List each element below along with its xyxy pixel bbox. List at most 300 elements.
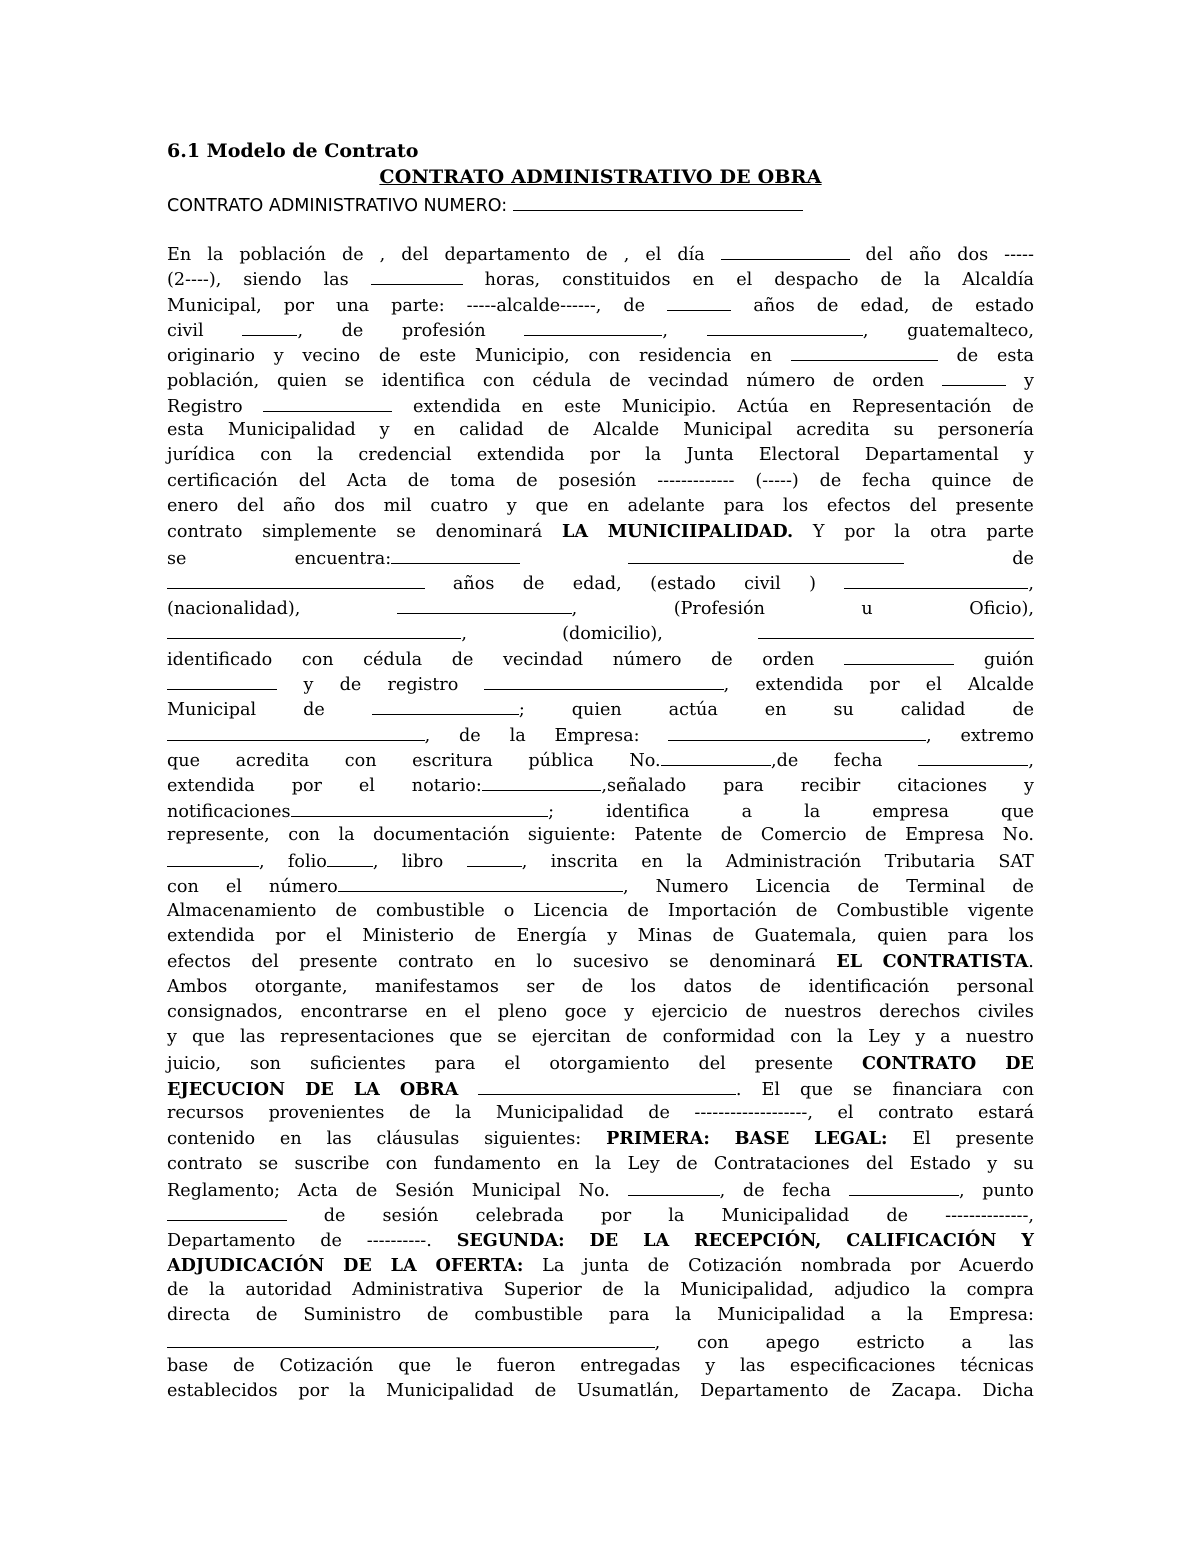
word: de: [886, 1206, 909, 1227]
word: y: [624, 1001, 635, 1022]
word: de: [759, 976, 782, 997]
word: horas,: [484, 270, 541, 291]
word: y: [506, 495, 517, 516]
word: la: [208, 1280, 226, 1301]
word: de: [581, 976, 604, 997]
word: Y: [812, 522, 825, 543]
word: y: [1023, 445, 1034, 466]
word: notario: ,señalado: [412, 772, 686, 799]
word: de: [355, 1180, 378, 1201]
word: ,: [167, 1329, 660, 1356]
fill-in-blank: [167, 1329, 655, 1348]
word: vecino: [302, 346, 361, 367]
body-line: [167, 1025, 1034, 1050]
word: CONTRATISTA.: [882, 951, 1034, 973]
word: juicio,: [167, 1053, 222, 1074]
fill-in-blank: [628, 545, 904, 564]
word: quien: [276, 371, 327, 392]
word: EL: [836, 951, 863, 973]
word: mil: [383, 495, 412, 516]
word: cláusulas: [376, 1129, 460, 1150]
word: apego: [765, 1332, 820, 1353]
body-line: [167, 317, 1034, 342]
word: población: [239, 245, 326, 265]
word: [942, 367, 1006, 394]
word: de: [233, 1356, 255, 1377]
fill-in-blank: [242, 317, 297, 336]
word: población,: [167, 371, 260, 392]
word: Municipalidad: [227, 420, 356, 441]
word: efectos: [826, 495, 891, 516]
word: otra: [930, 522, 967, 543]
word: ,: [849, 1177, 965, 1204]
word: ,: [628, 1177, 726, 1204]
word: cuatro: [430, 495, 489, 516]
fill-in-blank: [721, 241, 850, 260]
word: dos: [334, 495, 365, 516]
body-line: [167, 949, 1034, 974]
fill-in-blank: [661, 747, 771, 766]
word: de: [1012, 700, 1034, 721]
word: LA: [643, 1229, 670, 1251]
word: Municipalidad,: [680, 1280, 814, 1301]
word: ,: [668, 722, 931, 749]
word: toma: [450, 470, 496, 491]
word: extendida: [167, 926, 255, 947]
word: -----alcalde------,: [466, 295, 602, 316]
word: [667, 292, 731, 319]
word: enero: [167, 495, 219, 516]
word: LA: [353, 1078, 380, 1100]
word: recibir: [800, 776, 861, 797]
word: la: [338, 824, 355, 845]
body-line: [167, 393, 1034, 418]
fill-in-blank: [484, 671, 723, 690]
word: de: [341, 320, 364, 341]
word: de: [451, 649, 474, 670]
word: ;: [372, 696, 525, 723]
word: departamento: [444, 245, 571, 265]
word: (Profesión: [673, 599, 765, 620]
body-line: [167, 899, 1034, 924]
word: vigente: [967, 900, 1034, 921]
word: ejercitan: [531, 1027, 611, 1048]
word: guión: [983, 649, 1034, 670]
word: las: [326, 1129, 352, 1150]
word: estricto: [856, 1332, 925, 1353]
word: [844, 646, 954, 673]
word: ser: [526, 976, 555, 997]
word: (estado: [650, 573, 716, 594]
word: LA: [390, 1254, 417, 1276]
word: adjudico: [834, 1280, 910, 1301]
word: DE: [1005, 1052, 1034, 1074]
word: personal: [956, 976, 1034, 997]
word: PRIMERA:: [606, 1128, 710, 1150]
word: los: [630, 976, 657, 997]
word: técnicas: [960, 1356, 1034, 1377]
word: el: [837, 1103, 854, 1124]
word: Combustible: [836, 900, 949, 921]
word: su: [1013, 1153, 1034, 1174]
word: por: [600, 1206, 632, 1227]
word: esta: [996, 346, 1034, 367]
word: a: [870, 1305, 882, 1326]
word: presente: [754, 1053, 834, 1074]
word: punto: [982, 1180, 1034, 1201]
word: el: [464, 1001, 481, 1022]
word: de: [627, 900, 649, 921]
fill-in-blank: [338, 873, 623, 892]
word: ,: [707, 317, 869, 344]
word: Alcalde: [968, 675, 1034, 696]
word: denominará: [709, 952, 816, 973]
word: CALIFICACIÓN: [846, 1229, 997, 1251]
word: de: [609, 371, 631, 392]
word: Terminal: [906, 877, 986, 898]
body-line: [167, 545, 1034, 570]
word: de: [459, 725, 481, 746]
fill-in-blank: [391, 545, 520, 564]
word: cédula: [532, 371, 592, 392]
word: ,: [167, 848, 265, 875]
word: escritura: [412, 750, 493, 771]
body-line: [167, 1228, 1034, 1253]
word: los: [782, 495, 809, 516]
word: del: [698, 1053, 726, 1074]
word: las: [323, 270, 349, 291]
word: suscribe: [294, 1153, 370, 1174]
word: certificación: [167, 470, 278, 491]
word: siguiente:: [527, 824, 616, 845]
word: con: [482, 371, 515, 392]
word: vecindad: [648, 371, 729, 392]
word: lo: [536, 952, 553, 973]
word: edad,: [572, 573, 622, 594]
word: [167, 1202, 287, 1229]
body-line: [167, 595, 1034, 620]
body-line: [167, 1278, 1034, 1303]
word: ,: [918, 747, 1034, 774]
body-line: [167, 873, 1034, 898]
word: Importación: [667, 900, 777, 921]
word: Empresa: [905, 824, 985, 845]
word: o: [503, 900, 515, 921]
word: actúa: [668, 700, 718, 721]
word: Dicha: [982, 1381, 1034, 1402]
word: que: [398, 1356, 432, 1377]
fill-in-blank: [478, 1076, 736, 1095]
word: día: [677, 245, 705, 265]
word: orden: [762, 649, 815, 670]
fill-in-blank: [482, 772, 602, 791]
word: nuestro: [965, 1027, 1034, 1048]
word: Cotización: [688, 1255, 783, 1276]
word: fueron: [496, 1356, 556, 1377]
word: de: [880, 270, 903, 291]
body-line: [167, 646, 1034, 671]
word: ,: [844, 570, 1034, 597]
word: fecha: [862, 470, 911, 491]
word: Oficio),: [969, 599, 1034, 620]
contract-number-line: [167, 192, 803, 216]
word: posesión: [558, 470, 637, 491]
word: Reglamento;: [167, 1180, 281, 1201]
word: citaciones: [897, 776, 988, 797]
word: Registro: [167, 396, 243, 417]
word: ejercicio: [651, 1001, 728, 1022]
word: Municipal: [471, 1180, 561, 1201]
word: encontrarse: [300, 1001, 408, 1022]
word: del: [865, 1153, 894, 1174]
word: Acta: [297, 1180, 338, 1201]
word: en: [557, 1153, 579, 1174]
word: se: [497, 1027, 517, 1048]
word: pública: [528, 750, 594, 771]
word: La: [542, 1255, 565, 1276]
word: año: [908, 245, 942, 265]
fill-in-blank: [167, 848, 259, 867]
word: EJECUCION: [167, 1078, 286, 1100]
word: otorgamiento: [549, 1053, 670, 1074]
word: de: [1012, 396, 1034, 417]
word: la: [644, 1280, 661, 1301]
word: Estado: [909, 1153, 971, 1174]
word: la: [894, 522, 911, 543]
word: provenientes: [268, 1103, 385, 1124]
fill-in-blank: [628, 1177, 720, 1196]
word: Ley: [868, 1027, 901, 1048]
word: de: [623, 295, 646, 316]
fill-in-blank: [844, 646, 954, 665]
word: Sesión: [394, 1180, 455, 1201]
word: documentación: [373, 824, 510, 845]
word: con: [385, 1153, 418, 1174]
fill-in-blank: [291, 798, 549, 817]
word: Municipal,: [167, 295, 262, 316]
word: que: [799, 1079, 833, 1100]
word: goce: [564, 1001, 607, 1022]
word: identificado: [167, 649, 273, 670]
body-line: [167, 1051, 1034, 1076]
word: para: [434, 1053, 476, 1074]
word: Departamento: [700, 1381, 829, 1402]
word: El: [912, 1129, 931, 1150]
word: OBRA: [399, 1078, 459, 1100]
fill-in-blank: [667, 292, 731, 311]
word: la: [455, 1103, 472, 1124]
word: la: [675, 1305, 692, 1326]
word: MUNICIIPALIDAD.: [607, 521, 794, 543]
word: consignados,: [167, 1001, 283, 1022]
word: de: [1012, 548, 1034, 569]
word: contrato: [167, 1153, 243, 1174]
fill-in-blank: [167, 671, 277, 690]
word: Cotización: [279, 1356, 374, 1377]
word: y: [987, 1153, 998, 1174]
word: Usumatlán,: [576, 1381, 680, 1402]
word: Guatemala,: [754, 926, 857, 947]
word: de: [1012, 877, 1034, 898]
word: y: [303, 675, 314, 696]
word: de: [255, 1305, 278, 1326]
word: Contrataciones: [713, 1153, 850, 1174]
word: No.: [578, 1180, 610, 1201]
body-line: [167, 798, 1034, 823]
word: inscrita: [550, 852, 619, 873]
word: de: [339, 675, 362, 696]
word: por: [844, 522, 875, 543]
word: DE: [589, 1229, 619, 1251]
word: .: [478, 1076, 741, 1103]
fill-in-blank: [668, 722, 926, 741]
word: combustible: [376, 900, 485, 921]
word: ,: [242, 317, 303, 344]
word: fecha: [782, 1180, 831, 1201]
word: y: [167, 1027, 177, 1048]
body-line: [167, 292, 1034, 317]
word: SAT: [998, 852, 1034, 873]
word: la: [595, 1153, 612, 1174]
word: las: [739, 1356, 766, 1377]
fill-in-blank: [372, 696, 519, 715]
word: a: [940, 1027, 951, 1048]
word: Energía: [516, 926, 587, 947]
word: de: [648, 1103, 670, 1124]
word: represente,: [167, 824, 270, 845]
section-heading: 6.1 Modelo de Contrato: [167, 140, 419, 162]
word: el: [358, 776, 375, 797]
word: Municipio,: [474, 346, 570, 367]
word: de: [522, 573, 545, 594]
word: el: [325, 926, 342, 947]
word: para: [723, 776, 764, 797]
word: de: [378, 346, 401, 367]
word: estará: [978, 1103, 1034, 1124]
word: en: [809, 396, 832, 417]
word: [371, 266, 463, 293]
word: le: [456, 1356, 473, 1377]
word: años: [753, 295, 795, 316]
word: Ministerio: [362, 926, 455, 947]
word: por: [275, 926, 306, 947]
word: autoridad: [245, 1280, 332, 1301]
fill-in-blank: [167, 1202, 287, 1221]
word: que: [167, 750, 201, 771]
word: originario: [167, 346, 255, 367]
word: Almacenamiento: [167, 900, 317, 921]
word: pleno: [497, 1001, 548, 1022]
word: DE: [305, 1078, 334, 1100]
word: este: [564, 396, 602, 417]
word: LEGAL:: [814, 1128, 888, 1150]
word: número: [746, 371, 816, 392]
word: identifica: [606, 801, 690, 822]
word: que: [449, 1027, 483, 1048]
word: identifica: [381, 371, 466, 392]
word: en: [750, 346, 772, 367]
fill-in-blank: [942, 367, 1006, 386]
body-line: [167, 570, 1034, 595]
word: de: [956, 346, 979, 367]
word: ,: [379, 245, 386, 265]
word: Minas: [637, 926, 693, 947]
word: a: [961, 1332, 972, 1353]
body-line: [167, 1379, 1034, 1404]
word: su: [833, 700, 854, 721]
word: financiara: [892, 1079, 983, 1100]
word: de: [712, 926, 735, 947]
word: de: [167, 1280, 189, 1301]
word: se: [167, 548, 187, 569]
word: denominará: [435, 522, 543, 543]
body-line: [167, 848, 1034, 873]
word: la: [509, 725, 526, 746]
word: entregadas: [580, 1356, 681, 1377]
word: SEGUNDA:: [456, 1229, 565, 1251]
word: año: [282, 495, 316, 516]
word: ,: [167, 722, 430, 749]
word: Municipalidad: [495, 1103, 624, 1124]
word: de: [857, 877, 880, 898]
word: la: [349, 1381, 366, 1402]
word: el: [504, 1053, 521, 1074]
body-line: [167, 1177, 1034, 1202]
fill-in-blank: [397, 595, 572, 614]
body-line: [167, 1076, 1034, 1101]
fill-in-blank: [758, 620, 1034, 639]
word: (domicilio),: [562, 624, 663, 645]
word: de: [335, 900, 357, 921]
word: de: [474, 926, 497, 947]
body-line: [167, 1101, 1034, 1126]
word: contrato: [878, 1103, 954, 1124]
word: presente: [955, 1129, 1034, 1150]
word: vecindad: [502, 649, 584, 670]
body-line: [167, 620, 1034, 645]
fill-in-blank: [167, 722, 425, 741]
word: en: [641, 852, 664, 873]
body-line: [167, 671, 1034, 696]
word: de: [1012, 470, 1034, 491]
body-line: [167, 1202, 1034, 1227]
word: [628, 545, 904, 572]
word: de: [407, 470, 430, 491]
word: ,: [623, 245, 630, 265]
word: Numero: [655, 877, 729, 898]
word: ,: [524, 317, 668, 344]
word: [167, 570, 425, 597]
word: Electoral: [758, 445, 840, 466]
body-line: [167, 266, 1034, 291]
word: con: [790, 1027, 822, 1048]
word: de: [931, 295, 954, 316]
word: de: [408, 1103, 431, 1124]
word: Alcaldía: [962, 270, 1034, 291]
word: de: [303, 700, 325, 721]
word: en: [413, 420, 436, 441]
word: de: [816, 295, 839, 316]
word: de: [647, 1255, 670, 1276]
word: son: [250, 1053, 281, 1074]
word: por: [869, 675, 900, 696]
body-line: [167, 469, 1034, 494]
fill-in-blank: [524, 317, 662, 336]
body-line: [167, 696, 1034, 721]
word: nuestros: [784, 1001, 862, 1022]
word: celebrada: [475, 1206, 564, 1227]
word: de: [832, 371, 855, 392]
